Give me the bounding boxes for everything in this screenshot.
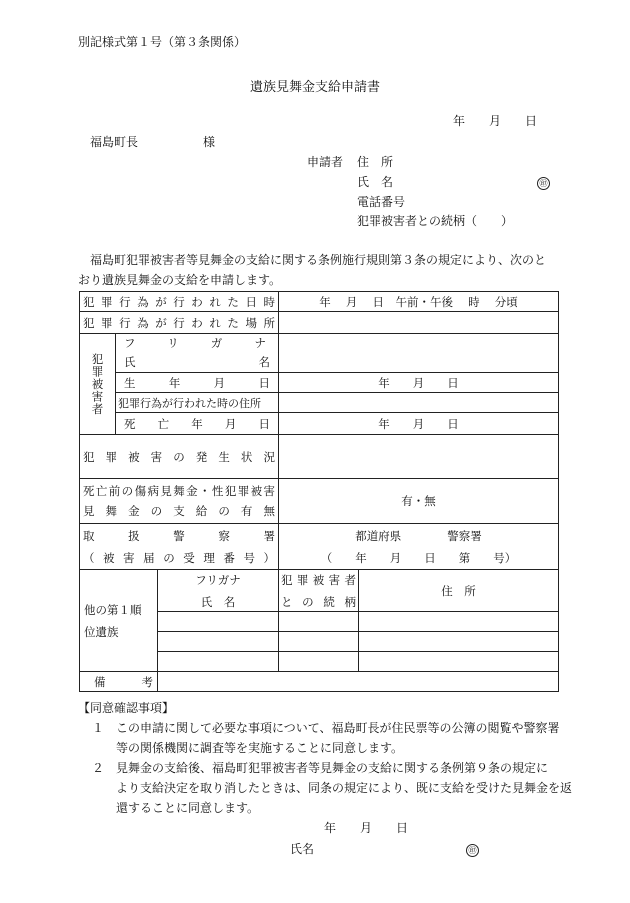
family-name-cell[interactable]	[158, 612, 279, 632]
consent-item-1-line-2: 等の関係機関に調査等を実施することに同意します。	[116, 741, 404, 755]
row-police	[80, 524, 559, 570]
remarks-field[interactable]	[158, 672, 559, 692]
victim-address-label: 犯罪行為が行われた時の住所	[116, 393, 279, 413]
row-victim-address	[80, 393, 559, 413]
row-family-header	[80, 570, 559, 612]
row-crime-place	[80, 312, 559, 334]
family-relation-cell[interactable]	[279, 612, 359, 632]
victim-name-field[interactable]	[279, 334, 559, 373]
victim-death-field[interactable]: 年 月 日	[279, 413, 559, 435]
row-crime-datetime	[80, 292, 559, 312]
crime-place-label: 犯罪行為が行われた場所	[83, 315, 275, 330]
consent-item-1-line-1: この申請に関して必要な事項について、福島町長が住民票等の公簿の閲覧や警察署	[116, 721, 560, 735]
remarks-label: 備考	[94, 674, 153, 689]
family-relation-cell[interactable]	[279, 652, 359, 672]
row-victim-birth	[80, 373, 559, 393]
consent-heading: 【同意確認事項】	[78, 701, 175, 715]
family-label-1: 他の第１順	[84, 602, 142, 617]
applicant-label: 申請者	[307, 155, 344, 169]
family-name-cell[interactable]	[158, 652, 279, 672]
crime-place-field[interactable]	[279, 312, 559, 334]
applicant-address-label: 住 所	[357, 155, 394, 169]
applicant-relation-label: 犯罪被害者との続柄（ ）	[357, 214, 514, 228]
family-col-address: 住 所	[359, 570, 559, 612]
victim-birth-field[interactable]: 年 月 日	[279, 373, 559, 393]
application-date: 年 月 日	[453, 114, 538, 128]
situation-field[interactable]	[279, 435, 559, 479]
consent-item-2-number: ２	[92, 761, 105, 775]
victim-death-label: 死亡年月日	[124, 416, 270, 431]
row-situation	[80, 435, 559, 479]
situation-label: 犯罪被害の発生状況	[83, 449, 275, 464]
crime-datetime-label: 犯罪行為が行われた日時	[83, 294, 275, 309]
family-col-name: 氏 名	[200, 594, 236, 609]
applicant-phone-label: 電話番号	[357, 195, 406, 209]
row-prior-payment	[80, 479, 559, 524]
family-relation-cell[interactable]	[279, 632, 359, 652]
family-address-cell[interactable]	[359, 652, 559, 672]
consent-date: 年 月 日	[324, 821, 409, 835]
police-label-2: （被害届の受理番号）	[83, 550, 275, 565]
victim-name-label: 氏名	[124, 355, 270, 370]
applicant-seal	[537, 176, 550, 190]
addressee: 福島町長	[90, 135, 139, 149]
seal-mark-icon: ㊞	[537, 177, 550, 190]
row-victim-furigana	[80, 334, 559, 353]
prior-payment-label-1: 死亡前の傷病見舞金・性犯罪被害	[83, 484, 275, 498]
family-label-2: 位遺族	[84, 624, 119, 639]
victim-group-label: 犯罪被害者	[90, 352, 105, 416]
applicant-name-label: 氏 名	[357, 175, 394, 189]
family-address-cell[interactable]	[359, 612, 559, 632]
prior-payment-field[interactable]: 有・無	[279, 479, 559, 524]
police-receipt-field[interactable]: （ 年 月 日 第 号）	[320, 550, 517, 565]
victim-address-field[interactable]	[279, 393, 559, 413]
form-number: 別記様式第１号（第３条関係）	[78, 35, 247, 49]
consent-item-2-line-3: 還することに同意します。	[116, 801, 260, 815]
crime-datetime-field[interactable]: 年 月 日 午前・午後 時 分頃	[279, 292, 559, 312]
seal-mark-icon: ㊞	[466, 844, 479, 857]
intro-line-1: 福島町犯罪被害者等見舞金の支給に関する条例施行規則第３条の規定により、次のと	[90, 253, 547, 267]
family-name-cell[interactable]	[158, 632, 279, 652]
intro-line-2: おり遺族見舞金の支給を申請します。	[78, 273, 282, 287]
prior-payment-label-2: 見舞金の支給の有無	[83, 504, 275, 518]
consent-item-2-line-2: より支給決定を取り消したときは、同条の規定により、既に支給を受けた見舞金を返	[116, 781, 573, 795]
consent-item-1-number: １	[92, 721, 105, 735]
family-col-furigana: フリガナ	[195, 572, 241, 587]
police-station-field[interactable]: 都道府県 警察署	[355, 528, 482, 543]
family-address-cell[interactable]	[359, 632, 559, 652]
victim-furigana-label: フリガナ	[124, 336, 266, 351]
consent-name-label: 氏名	[290, 842, 315, 856]
consent-seal	[466, 843, 479, 857]
victim-birth-label: 生年月日	[124, 375, 270, 390]
police-label-1: 取扱警察署	[83, 528, 275, 543]
consent-item-2-line-1: 見舞金の支給後、福島町犯罪被害者等見舞金の支給に関する条例第９条の規定に	[116, 761, 549, 775]
row-remarks	[80, 672, 559, 692]
application-table	[79, 291, 559, 692]
family-col-relation-1: 犯罪被害者	[281, 572, 356, 587]
family-col-relation-2: との続柄	[281, 594, 356, 609]
form-title: 遺族見舞金支給申請書	[249, 80, 380, 95]
row-victim-death	[80, 413, 559, 435]
addressee-suffix: 様	[203, 135, 216, 149]
